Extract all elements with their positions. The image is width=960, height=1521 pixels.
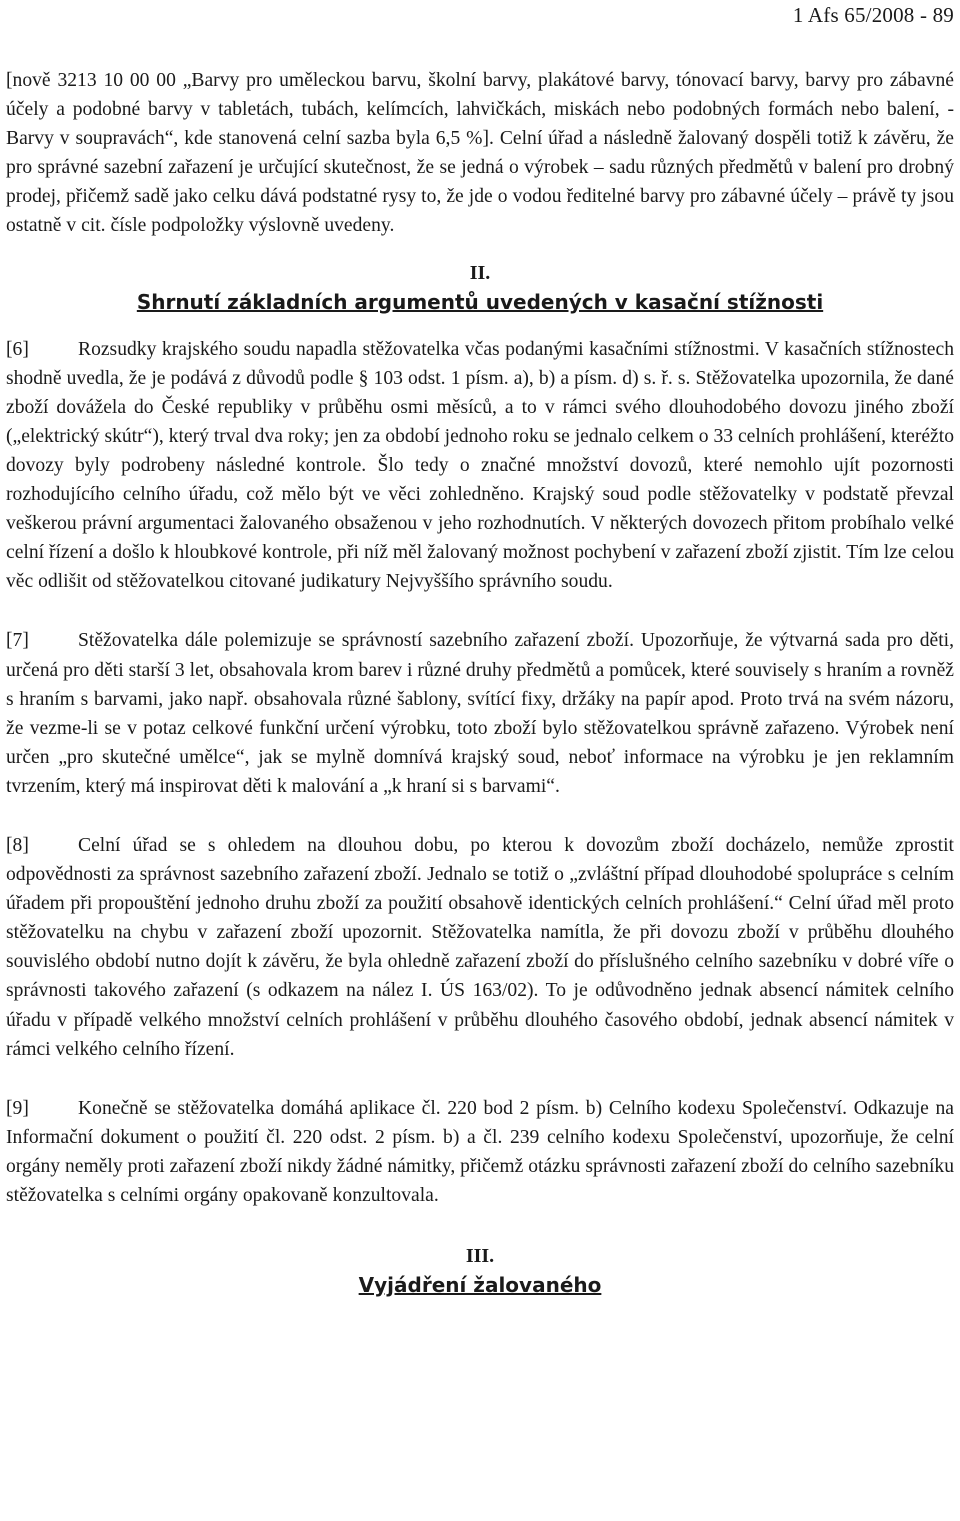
paragraph-7	[6, 626, 954, 801]
paragraph-text: Konečně se stěžovatelka domáhá aplikace čl. 220 bod 2 písm. b) Celního kodexu Společenství. Odkazuje na Informační dokument o použití čl. 220 odst. 2 písm. b) a čl. 239 celního kodexu Společenství, upozorňuje, že celní orgány neměly proti zařazení zboží nikdy žádné námitky, přičemž otázku správnosti zařazení zboží do celního sazebníku stěžovatelka s celními orgány opakovaně konzultovala.	[6, 1097, 954, 1206]
section-3-title: Vyjádření žalovaného	[358, 1273, 602, 1298]
paragraph-number: [9]	[6, 1097, 29, 1119]
paragraph-number: [8]	[6, 834, 29, 856]
paragraph-9	[6, 1094, 954, 1210]
section-3-number: III.	[465, 1245, 495, 1268]
paragraph-8	[6, 831, 954, 1064]
page-header-reference: 1 Afs 65/2008 - 89	[792, 3, 954, 27]
intro-paragraph: [nově 3213 10 00 00 „Barvy pro uměleckou barvu, školní barvy, plakátové barvy, tónovací barvy, barvy pro zábavné účely a podobné barvy v tabletách, tubách, kelímcích, lahvičkách, miskách nebo podobných formách nebo balení, - Barvy v soupravách“, kde stanovená celní sazba byla 6,5 %]. Celní úřad a následně žalovaný dospěli totiž k závěru, že pro správné sazební zařazení je určující skutečnost, že se jedná o výrobek – sadu různých předmětů v balení pro drobný prodej, přičemž sadě jako celku dává podstatné rysy to, že jde o vodou ředitelné barvy pro zábavné účely – právě ty jsou ostatně v cit. čísle podpoložky výslovně uvedeny.	[6, 70, 954, 237]
paragraph-number: [7]	[6, 630, 29, 652]
section-2-number: II.	[469, 261, 491, 284]
document-body	[6, 66, 954, 1300]
paragraph-text: Rozsudky krajského soudu napadla stěžovatelka včas podanými kasačními stížnostmi. V kasačních stížnostech shodně uvedla, že je podává z důvodů podle § 103 odst. 1 písm. a), b) a písm. d) s. ř. s. Stěžovatelka upozornila, že dané zboží dovážela do České republiky v průběhu osmi měsíců, a to v rámci svého dlouhodobého dovozu jiného zboží („elektrický skútr“), který trval dva roky; jen za období jednoho roku se jednalo celkem o 33 celních prohlášení, kteréžto dovozy byly podrobeny následné kontrole. Šlo tedy o značné množství dovozů, které nemohlo ujít pozornosti rozhodujícího celního úřadu, což mělo být ve věci zohledněno. Krajský soud podle stěžovatelky v podstatě převzal veškerou právní argumentaci žalovaného obsaženou v jeho rozhodnutích. V některých dovozech přitom probíhalo velké celní řízení a došlo k hloubkové kontrole, při níž měl žalovaný možnost pochybení v zařazení zboží zjistit. Tím lze celou věc odlišit od stěžovatelkou citované judikatury Nejvyššího správního soudu.	[6, 338, 954, 593]
paragraph-text: Celní úřad se s ohledem na dlouhou dobu, po kterou k dovozům zboží docházelo, nemůže zprostit odpovědnosti za správnost sazebního zařazení zboží. Jednalo se totiž o „zvláštní případ dlouhodobé spolupráce s celním úřadem při propouštění jednoho druhu zboží za použití obsahově identických celních prohlášení.“ Celní úřad měl proto stěžovatelku na chybu v zařazení zboží upozornit. Stěžovatelka namítla, že při dovozu zboží v průběhu dlouhého souvislého období nutno dojít k závěru, že byla ohledně zařazení zboží do příslušného celního sazebníku v dobré víře o správnosti takového zařazení (s odkazem na nález I. ÚS 163/02). To je odůvodněno jednak absencí námitek celního úřadu v případě velkého množství celních prohlášení v průběhu dlouhého časového období, jednak absencí námitek v rámci velkého celního řízení.	[6, 834, 954, 1060]
paragraph-number: [6]	[6, 338, 29, 360]
paragraph-6	[6, 335, 954, 597]
paragraph-text: Stěžovatelka dále polemizuje se správností sazebního zařazení zboží. Upozorňuje, že výtvarná sada pro děti, určená pro děti starší 3 let, obsahovala krom barev i různé druhy předmětů a pomůcek, které souvisely s hraním a rovněž s hraním s barvami, jako např. obsahovala různé šablony, svítící fixy, držáky na papír apod. Proto trvá na svém názoru, že vezme-li se v potaz celkové funkční určení výrobku, toto zboží bylo stěžovatelkou správně zařazeno. Výrobek není určen „pro skutečné umělce“, jak se mylně domnívá krajský soud, neboť informace na výrobku je jen reklamním tvrzením, který má inspirovat děti k malování a „k hraní si s barvami“.	[6, 630, 954, 797]
section-2-title: Shrnutí základních argumentů uvedených v kasační stížnosti	[136, 289, 824, 314]
